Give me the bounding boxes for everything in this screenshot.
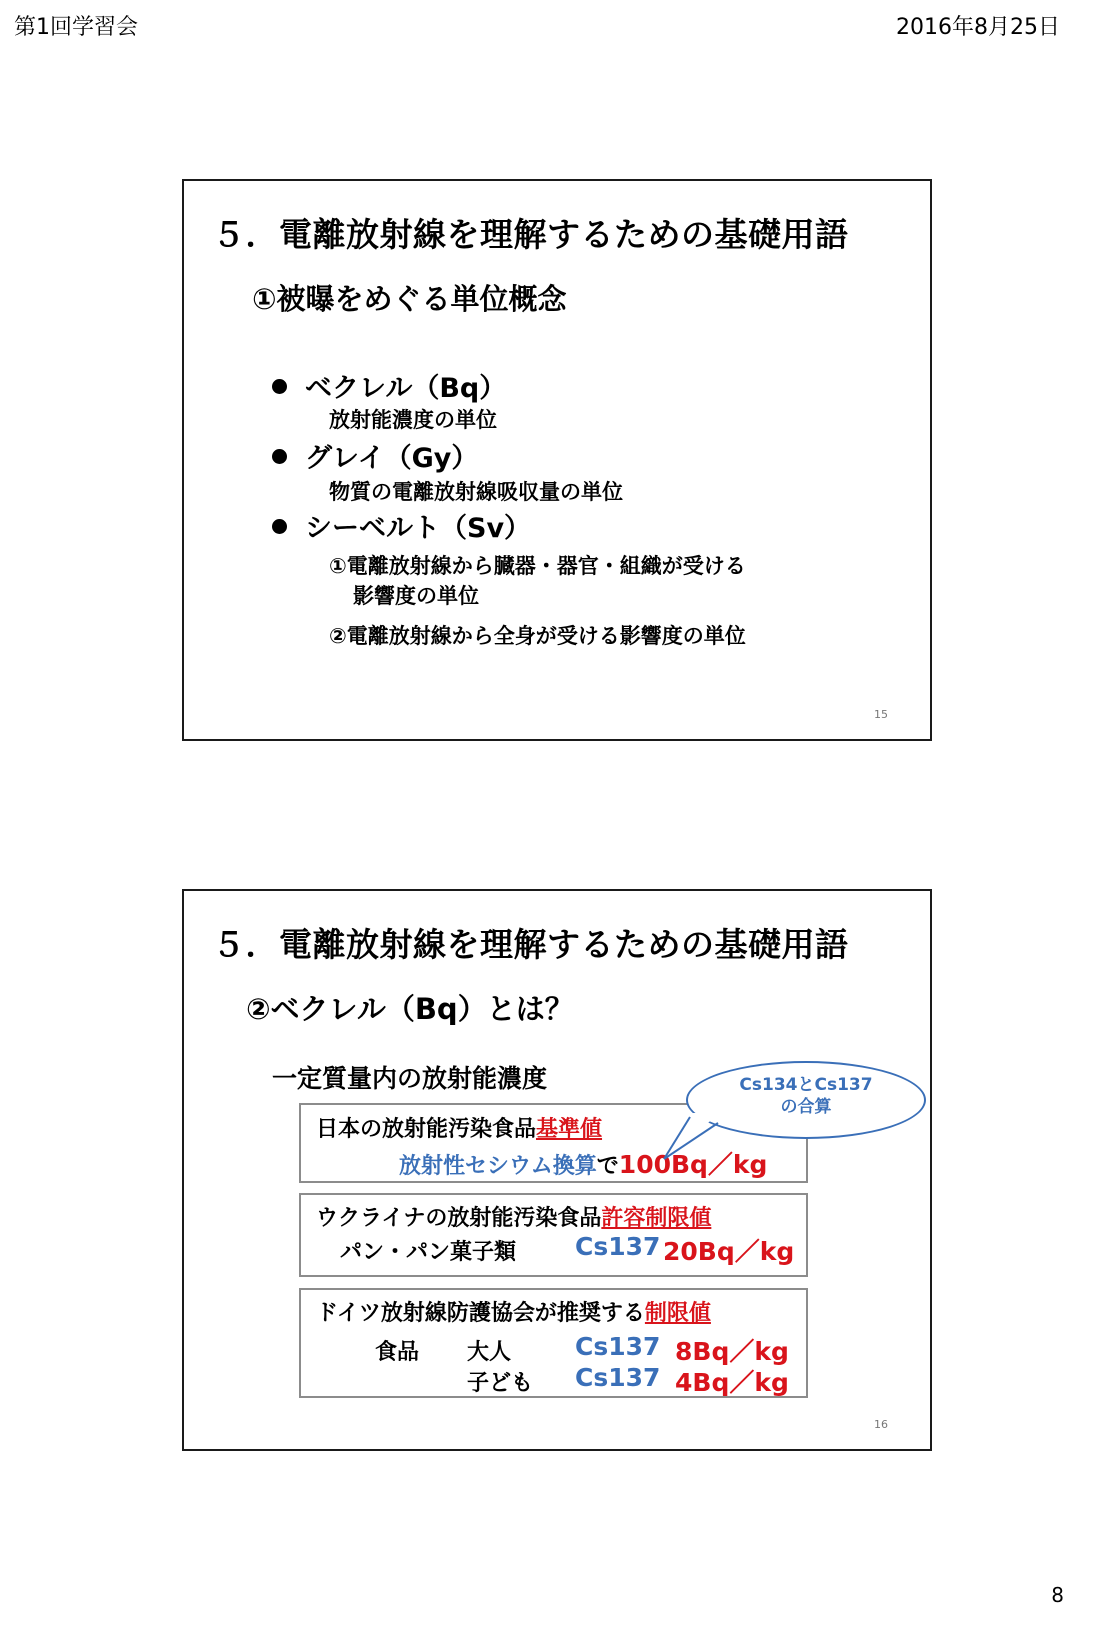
bullet-description: 物質の電離放射線吸収量の単位 [329,480,623,504]
slide-number: 15 [874,708,888,721]
germany-adult-label: 大人 [467,1340,512,1365]
bullet-term: グレイ（Gy） [305,443,479,474]
ukraine-label: ウクライナの放射能汚染食品 [316,1206,602,1231]
callout-line1: Cs134とCs137 [739,1075,873,1095]
germany-label: ドイツ放射線防護協会が推奨する [316,1301,645,1326]
header-left-title: 第1回学習会 [14,15,138,40]
bullet-description: 放射能濃度の単位 [329,408,497,432]
ukraine-highlight: 許容制限値 [601,1206,712,1231]
page-number: 8 [1051,1583,1064,1607]
japan-particle: で [596,1154,619,1179]
ukraine-food-label: パン・パン菓子類 [340,1240,517,1265]
bullet-sievert [272,506,531,545]
germany-child-value: 4Bq／kg [675,1368,789,1397]
japan-line1 [316,1112,602,1143]
ukraine-isotope: Cs137 [575,1232,661,1261]
lead-text: 一定質量内の放射能濃度 [272,1064,548,1093]
bullet-icon [272,519,287,534]
header-date: 2016年8月25日 [896,15,1060,40]
germany-child-isotope: Cs137 [575,1363,661,1392]
bullet-term: ベクレル（Bq） [305,373,507,404]
sievert-desc-1-cont: 影響度の単位 [353,584,479,608]
germany-limit-box [299,1288,808,1398]
slide-subtitle: ①被曝をめぐる単位概念 [252,282,567,316]
bullet-becquerel [272,366,506,405]
slide-title: ５．電離放射線を理解するための基礎用語 [212,215,849,254]
ukraine-line1 [316,1201,711,1232]
slide-15 [182,179,932,741]
japan-value: 100Bq／kg [618,1150,768,1179]
germany-adult-value: 8Bq／kg [675,1337,789,1366]
callout-line2: の合算 [780,1097,832,1117]
slide-subtitle: ②ベクレル（Bq）とは？ [246,992,574,1026]
germany-child-label: 子ども [467,1371,534,1396]
japan-label: 日本の放射能汚染食品 [316,1117,537,1142]
slide-title: ５．電離放射線を理解するための基礎用語 [212,925,849,964]
bullet-gray [272,436,478,475]
germany-adult-isotope: Cs137 [575,1332,661,1361]
japan-highlight: 基準値 [536,1117,603,1142]
sievert-desc-1: ①電離放射線から臓器・器官・組織が受ける [329,554,746,578]
japan-cesium-label: 放射性セシウム換算 [399,1154,597,1179]
sievert-desc-2: ②電離放射線から全身が受ける影響度の単位 [329,624,746,648]
germany-food-label: 食品 [375,1340,420,1365]
bullet-term: シーベルト（Sv） [305,513,532,544]
slide-16 [182,889,932,1451]
callout-tail-icon [662,1113,732,1163]
ukraine-value: 20Bq／kg [663,1237,795,1266]
ukraine-limit-box [299,1193,808,1277]
slide-number: 16 [874,1418,888,1431]
bullet-icon [272,379,287,394]
germany-highlight: 制限値 [644,1301,711,1326]
germany-line1 [316,1296,711,1327]
bullet-icon [272,449,287,464]
